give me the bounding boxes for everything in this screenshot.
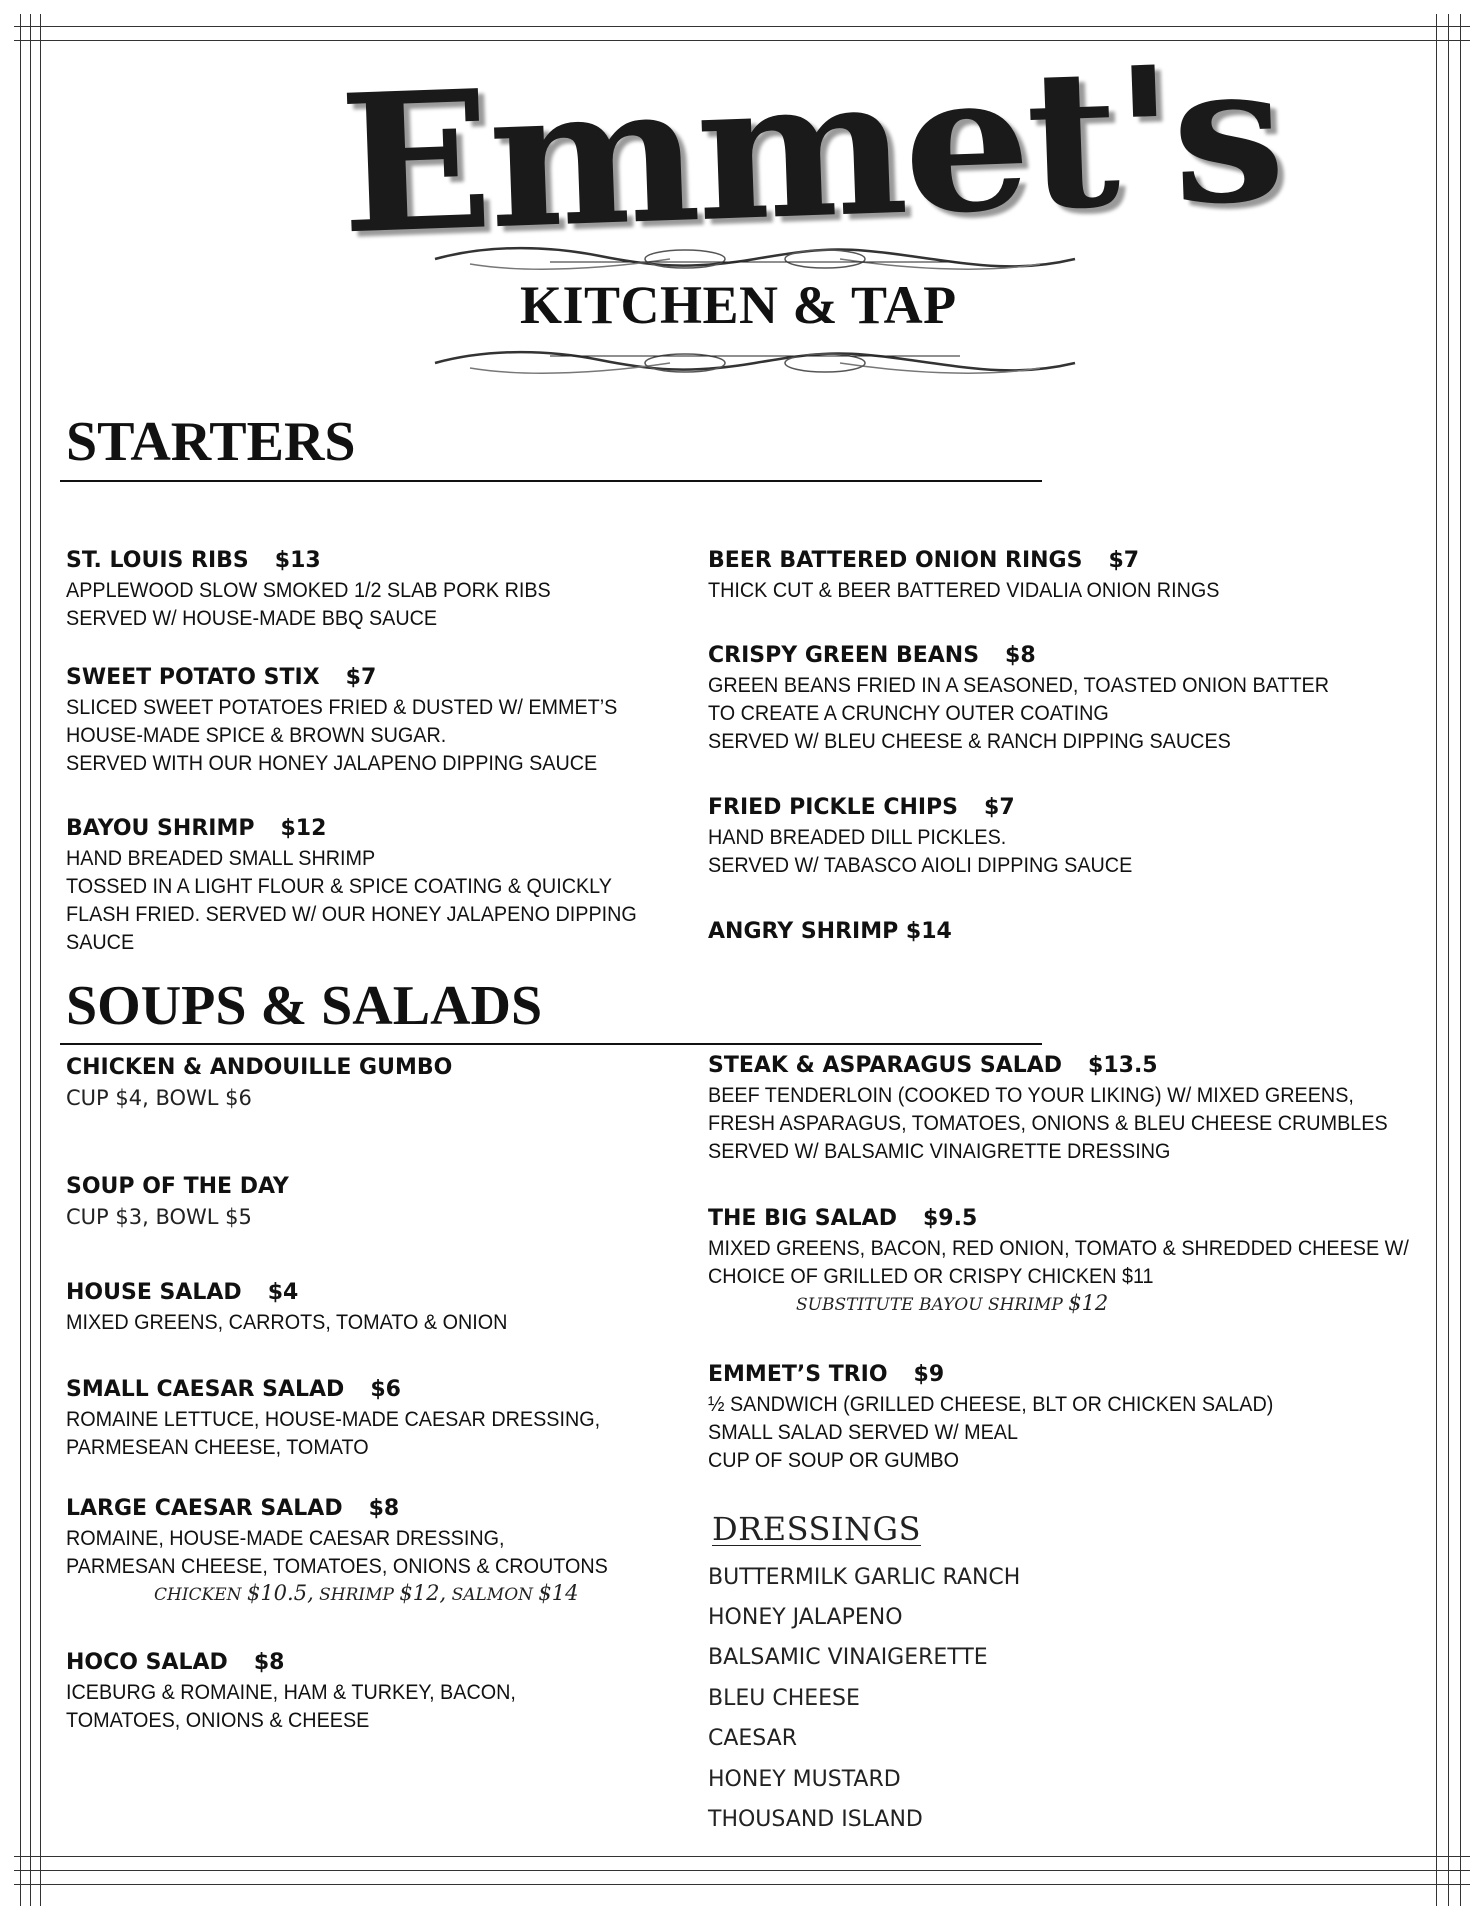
item-name: HOCO SALAD — [66, 1650, 228, 1675]
section-rule-soups-salads — [60, 1043, 1042, 1045]
item-desc-line: APPLEWOOD SLOW SMOKED 1/2 SLAB PORK RIBS — [66, 578, 551, 602]
addon-label: SHRIMP — [319, 1585, 394, 1605]
dressing-item: BLEU CHEESE — [708, 1686, 860, 1711]
item-desc-line: MIXED GREENS, BACON, RED ONION, TOMATO & SHREDDED CHEESE W/ — [708, 1236, 1409, 1260]
item-desc-line: FLASH FRIED. SERVED W/ OUR HONEY JALAPENO DIPPING — [66, 902, 637, 926]
item-desc-line: CHOICE OF GRILLED OR CRISPY CHICKEN $11 — [708, 1264, 1154, 1288]
item-title — [708, 641, 1428, 671]
swirl-ornament-top — [430, 244, 1080, 274]
menu-item-beer-battered-onion-rings — [708, 546, 1428, 604]
border-line-right-outer — [1460, 14, 1461, 1906]
item-desc-line: HAND BREADED SMALL SHRIMP — [66, 846, 376, 870]
item-price: $9 — [913, 1362, 945, 1387]
border-line-bottom-outer — [14, 1884, 1470, 1885]
item-name: FRIED PICKLE CHIPS — [708, 795, 959, 820]
item-desc-line: GREEN BEANS FRIED IN A SEASONED, TOASTED ONION BATTER — [708, 673, 1330, 697]
dressing-item: BALSAMIC VINAIGERETTE — [708, 1645, 988, 1670]
addon-label: SALMON — [451, 1585, 534, 1605]
item-name: SWEET POTATO STIX — [66, 665, 320, 690]
item-name: CRISPY GREEN BEANS — [708, 643, 980, 668]
item-desc-line: SERVED WITH OUR HONEY JALAPENO DIPPING SAUCE — [66, 751, 598, 775]
item-name: THE BIG SALAD — [708, 1206, 897, 1231]
addon-label: CHICKEN — [154, 1585, 242, 1605]
item-price: $7 — [345, 665, 377, 690]
section-title-soups-salads: SOUPS & SALADS — [66, 975, 543, 1037]
dressing-item: HONEY MUSTARD — [708, 1767, 901, 1792]
item-note — [708, 1290, 1428, 1318]
menu-item-crispy-green-beans — [708, 641, 1428, 755]
item-title — [66, 1278, 666, 1308]
border-line-left-inner — [40, 14, 41, 1906]
item-price: $4 — [267, 1280, 299, 1305]
item-desc-line: SMALL SALAD SERVED W/ MEAL — [708, 1420, 1018, 1444]
item-desc-line: TO CREATE A CRUNCHY OUTER COATING — [708, 701, 1109, 725]
menu-item-steak-asparagus-salad — [708, 1051, 1428, 1165]
item-desc-line: SERVED W/ TABASCO AIOLI DIPPING SAUCE — [708, 853, 1133, 877]
item-desc-line: SAUCE — [66, 930, 135, 954]
menu-item-emmets-trio — [708, 1360, 1428, 1474]
border-line-left-mid — [30, 14, 31, 1906]
item-desc-line: ½ SANDWICH (GRILLED CHEESE, BLT OR CHICKEN SALAD) — [708, 1392, 1274, 1416]
item-detail: CUP $4, BOWL $6 — [66, 1086, 252, 1110]
menu-item-chicken-andouille-gumbo — [66, 1053, 666, 1113]
item-name: LARGE CAESAR SALAD — [66, 1496, 343, 1521]
item-title: CHICKEN & ANDOUILLE GUMBO — [66, 1055, 453, 1080]
item-name: EMMET’S TRIO — [708, 1362, 888, 1387]
brand-subtitle: KITCHEN & TAP — [520, 275, 957, 335]
item-desc-line: TOSSED IN A LIGHT FLOUR & SPICE COATING & QUICKLY — [66, 874, 612, 898]
item-price: $6 — [370, 1377, 401, 1402]
item-price: $9.5 — [922, 1206, 978, 1231]
border-line-right-mid — [1448, 14, 1449, 1906]
note-label: SUBSTITUTE BAYOU SHRIMP — [796, 1295, 1063, 1315]
item-desc-line: PARMESAN CHEESE, TOMATOES, ONIONS & CROUTONS — [66, 1554, 608, 1578]
item-price: $7 — [1108, 548, 1140, 573]
item-title — [66, 663, 666, 693]
item-title: ANGRY SHRIMP $14 — [708, 919, 952, 944]
brand-logo — [330, 21, 1285, 388]
item-price: $7 — [984, 795, 1015, 820]
border-line-bottom-mid — [14, 1870, 1470, 1871]
dressing-item: CAESAR — [708, 1726, 798, 1751]
addon-price: $10.5, — [246, 1581, 314, 1605]
menu-item-small-caesar-salad — [66, 1375, 666, 1461]
item-title — [66, 1494, 666, 1524]
item-title — [708, 546, 1428, 576]
item-name: HOUSE SALAD — [66, 1280, 242, 1305]
item-name: SMALL CAESAR SALAD — [66, 1377, 345, 1402]
item-price: $8 — [253, 1650, 285, 1675]
menu-item-bayou-shrimp — [66, 814, 666, 956]
addon-price: $14 — [538, 1581, 579, 1605]
item-name: BAYOU SHRIMP — [66, 816, 255, 841]
menu-item-angry-shrimp — [708, 917, 1428, 947]
item-title — [66, 814, 666, 844]
item-desc-line: HAND BREADED DILL PICKLES. — [708, 825, 1007, 849]
item-desc-line: SERVED W/ BALSAMIC VINAIGRETTE DRESSING — [708, 1139, 1171, 1163]
item-title — [708, 793, 1428, 823]
item-name: BEER BATTERED ONION RINGS — [708, 548, 1083, 573]
item-desc-line: ICEBURG & ROMAINE, HAM & TURKEY, BACON, — [66, 1680, 516, 1704]
item-desc-line: CUP OF SOUP OR GUMBO — [708, 1448, 959, 1472]
brand-name: Emmet's — [336, 21, 1285, 278]
item-title — [708, 1360, 1428, 1390]
item-title — [66, 1648, 666, 1678]
item-title: SOUP OF THE DAY — [66, 1174, 289, 1199]
item-title — [66, 1375, 666, 1405]
item-price: $8 — [368, 1496, 400, 1521]
item-price: $12 — [280, 816, 327, 841]
item-desc-line: BEEF TENDERLOIN (COOKED TO YOUR LIKING) W/ MIXED GREENS, — [708, 1083, 1354, 1107]
item-price: $13.5 — [1088, 1053, 1158, 1078]
dressing-item: BUTTERMILK GARLIC RANCH — [708, 1565, 1021, 1590]
dressing-item: HONEY JALAPENO — [708, 1605, 903, 1630]
dressings-title: DRESSINGS — [712, 1510, 922, 1548]
item-title — [708, 1204, 1428, 1234]
border-line-left-outer — [20, 14, 21, 1906]
item-desc-line: SERVED W/ BLEU CHEESE & RANCH DIPPING SAUCES — [708, 729, 1231, 753]
menu-item-soup-of-the-day — [66, 1172, 666, 1232]
menu-item-fried-pickle-chips — [708, 793, 1428, 879]
item-addons — [66, 1580, 666, 1608]
note-price: $12 — [1068, 1291, 1109, 1315]
menu-item-hoco-salad — [66, 1648, 666, 1734]
menu-item-sweet-potato-stix — [66, 663, 666, 777]
item-desc-line: ROMAINE, HOUSE-MADE CAESAR DRESSING, — [66, 1526, 505, 1550]
menu-item-house-salad — [66, 1278, 666, 1336]
border-line-bottom-inner — [14, 1856, 1470, 1857]
item-name: STEAK & ASPARAGUS SALAD — [708, 1053, 1063, 1078]
menu-item-large-caesar-salad — [66, 1494, 666, 1608]
item-desc-line: HOUSE-MADE SPICE & BROWN SUGAR. — [66, 723, 447, 747]
item-name: ST. LOUIS RIBS — [66, 548, 249, 573]
item-desc-line: ROMAINE LETTUCE, HOUSE-MADE CAESAR DRESSING, — [66, 1407, 601, 1431]
item-title — [66, 546, 666, 576]
section-title-starters: STARTERS — [66, 411, 356, 473]
item-desc-line: TOMATOES, ONIONS & CHEESE — [66, 1708, 370, 1732]
item-price: $13 — [274, 548, 321, 573]
menu-item-st-louis-ribs — [66, 546, 666, 632]
addon-price: $12, — [399, 1581, 447, 1605]
item-title — [708, 1051, 1428, 1081]
item-desc-line: FRESH ASPARAGUS, TOMATOES, ONIONS & BLEU CHEESE CRUMBLES — [708, 1111, 1388, 1135]
item-price: $8 — [1005, 643, 1036, 668]
item-desc-line: SLICED SWEET POTATOES FRIED & DUSTED W/ EMMET’S — [66, 695, 618, 719]
dressing-item: THOUSAND ISLAND — [708, 1807, 923, 1832]
item-desc-line: PARMESEAN CHEESE, TOMATO — [66, 1435, 369, 1459]
border-line-right-inner — [1436, 14, 1437, 1906]
menu-item-the-big-salad — [708, 1204, 1428, 1318]
section-rule-starters — [60, 480, 1042, 482]
item-detail: CUP $3, BOWL $5 — [66, 1205, 252, 1229]
item-desc-line: THICK CUT & BEER BATTERED VIDALIA ONION RINGS — [708, 578, 1220, 602]
item-desc-line: SERVED W/ HOUSE-MADE BBQ SAUCE — [66, 606, 438, 630]
item-desc-line: MIXED GREENS, CARROTS, TOMATO & ONION — [66, 1310, 508, 1334]
swirl-ornament-bottom — [430, 348, 1080, 378]
